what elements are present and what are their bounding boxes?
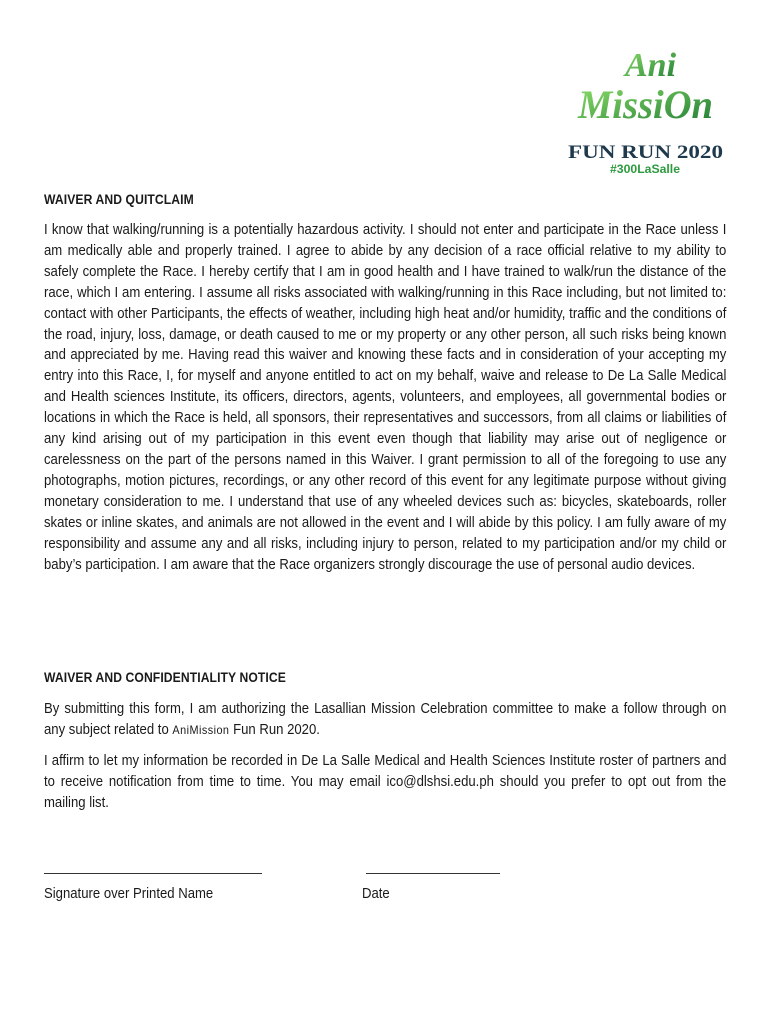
signature-label: Signature over Printed Name [44, 886, 214, 902]
date-line [366, 860, 500, 874]
logo-event-title: FUN RUN 2020 [568, 142, 723, 163]
confidentiality-title: WAIVER AND CONFIDENTIALITY NOTICE [44, 670, 286, 685]
animission-brand-text: AniMission [172, 722, 230, 737]
para1-text-before: By submitting this form, I am authorizing the Lasallian Mission Celebration committee to make a follow through on any subject related to [44, 701, 727, 738]
logo-wordmark-top: Ani [625, 47, 677, 84]
animission-logo-graphic [560, 40, 735, 178]
logo-hashtag: #300LaSalle [610, 162, 681, 176]
para1-text-after: Fun Run 2020. [229, 721, 320, 738]
signature-line [44, 860, 262, 874]
confidentiality-para-2: I affirm to let my information be recorded in De La Salle Medical and Health Sciences Institute roster of partners and to receive notification from time to time. You may email ico@dlshsi.edu.ph should you prefer to opt out from the mailing list. [44, 753, 727, 811]
waiver-body: I know that walking/running is a potentially hazardous activity. I should not enter and participate in the Race unless I am medically able and properly trained. I agree to abide by any decision of a race official relative to my ability to safely complete the Race. I hereby certify that I am in good health and I have trained to walk/run the distance of the race, which I am entering. I assume all risks associated with walking/running in this Race including, but not limited to: contact with other Participants, the effects of weather, including high heat and/or humidity, traffic and the conditions of the road, injury, loss, damage, or death caused to me or my property or any other person, all such risks being known and appreciated by me. Having read this waiver and knowing these facts and in consideration of your accepting my entry into this Race, I, for myself and anyone entitled to act on my behalf, waive and release to De La Salle Medical and Health sciences Institute, its officers, directors, agents, volunteers, and employees, all governmental bodies or locations in which the Race is held, all sponsors, their representatives and successors, from all claims or liabilities of any kind arising out of my participation in this event even though that liability may arise out of negligence or carelessness on the part of the persons named in this Waiver. I grant permission to all of the foregoing to use any photographs, motion pictures, recordings, or any other record of this event for any legitimate purpose without giving monetary consideration to me. I understand that use of any wheeled devices such as: bicycles, skateboards, roller skates or inline skates, and animals are not allowed in the event and I will abide by this policy. I am fully aware of my responsibility and assume any and all risks, including injury to person, related to my participation and/or my child or baby’s participation. I am aware that the Race organizers strongly discourage the use of personal audio devices. [44, 222, 727, 573]
logo-wordmark-main: MissiOn [577, 82, 713, 127]
animission-logo [560, 40, 735, 178]
waiver-title: WAIVER AND QUITCLAIM [44, 192, 194, 207]
date-label: Date [362, 886, 390, 902]
confidentiality-para-1 [44, 699, 726, 741]
